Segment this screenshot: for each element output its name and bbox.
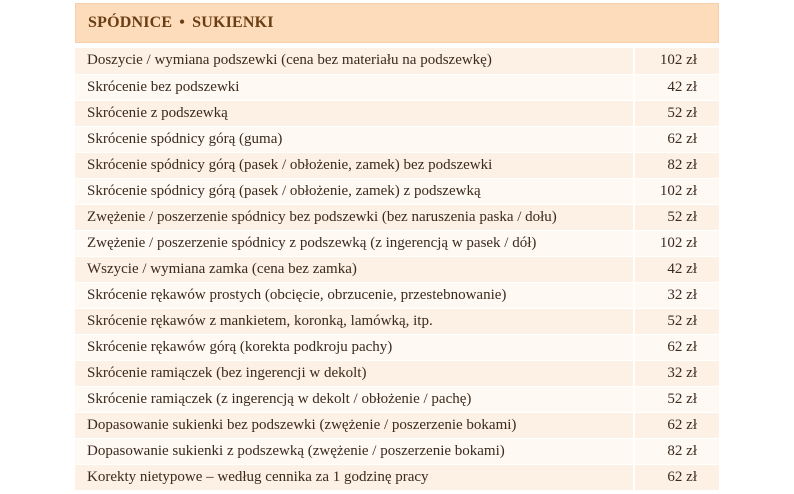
service-price: 32 zł: [634, 360, 719, 386]
table-row: [75, 360, 719, 386]
service-price: 52 zł: [634, 386, 719, 412]
service-name: Zwężenie / poszerzenie spódnicy z podszewką (z ingerencją w pasek / dół): [75, 230, 634, 256]
service-price: 62 zł: [634, 126, 719, 152]
table-row: [75, 464, 719, 490]
table-row: [75, 334, 719, 360]
service-name: Skrócenie spódnicy górą (pasek / obłożenie, zamek) bez podszewki: [75, 152, 634, 178]
service-name: Wszycie / wymiana zamka (cena bez zamka): [75, 256, 634, 282]
service-price: 32 zł: [634, 282, 719, 308]
service-price: 102 zł: [634, 48, 719, 74]
service-name: Skrócenie z podszewką: [75, 100, 634, 126]
service-name: Skrócenie spódnicy górą (pasek / obłożenie, zamek) z podszewką: [75, 178, 634, 204]
service-name: Zwężenie / poszerzenie spódnicy bez podszewki (bez naruszenia paska / dołu): [75, 204, 634, 230]
table-row: [75, 204, 719, 230]
section-separator: •: [179, 14, 186, 31]
service-name: Dopasowanie sukienki z podszewką (zwężenie / poszerzenie bokami): [75, 438, 634, 464]
service-name: Dopasowanie sukienki bez podszewki (zwężenie / poszerzenie bokami): [75, 412, 634, 438]
table-row: [75, 48, 719, 74]
section-header: [75, 3, 719, 43]
section-title-right: SUKIENKI: [192, 14, 274, 31]
table-row: [75, 308, 719, 334]
service-price: 102 zł: [634, 230, 719, 256]
table-row: [75, 126, 719, 152]
service-name: Skrócenie bez podszewki: [75, 74, 634, 100]
table-row: [75, 230, 719, 256]
table-row: [75, 438, 719, 464]
service-name: Skrócenie rękawów z mankietem, koronką, lamówką, itp.: [75, 308, 634, 334]
price-table: [75, 3, 719, 491]
service-name: Skrócenie spódnicy górą (guma): [75, 126, 634, 152]
table-row: [75, 152, 719, 178]
service-name: Skrócenie rękawów górą (korekta podkroju pachy): [75, 334, 634, 360]
section-title-left: SPÓDNICE: [88, 14, 173, 31]
service-price: 52 zł: [634, 308, 719, 334]
table-row: [75, 74, 719, 100]
table-row: [75, 256, 719, 282]
price-list: [75, 48, 719, 491]
service-price: 62 zł: [634, 334, 719, 360]
service-price: 62 zł: [634, 412, 719, 438]
service-price: 52 zł: [634, 100, 719, 126]
service-name: Skrócenie rękawów prostych (obcięcie, obrzucenie, przestebnowanie): [75, 282, 634, 308]
service-name: Korekty nietypowe – według cennika za 1 godzinę pracy: [75, 464, 634, 490]
service-price: 82 zł: [634, 438, 719, 464]
service-name: Skrócenie ramiączek (bez ingerencji w dekolt): [75, 360, 634, 386]
service-name: Doszycie / wymiana podszewki (cena bez materiału na podszewkę): [75, 48, 634, 74]
service-name: Skrócenie ramiączek (z ingerencją w dekolt / obłożenie / pachę): [75, 386, 634, 412]
table-row: [75, 386, 719, 412]
service-price: 42 zł: [634, 74, 719, 100]
table-row: [75, 100, 719, 126]
service-price: 102 zł: [634, 178, 719, 204]
table-row: [75, 282, 719, 308]
service-price: 52 zł: [634, 204, 719, 230]
service-price: 82 zł: [634, 152, 719, 178]
table-row: [75, 178, 719, 204]
service-price: 62 zł: [634, 464, 719, 490]
table-row: [75, 412, 719, 438]
service-price: 42 zł: [634, 256, 719, 282]
